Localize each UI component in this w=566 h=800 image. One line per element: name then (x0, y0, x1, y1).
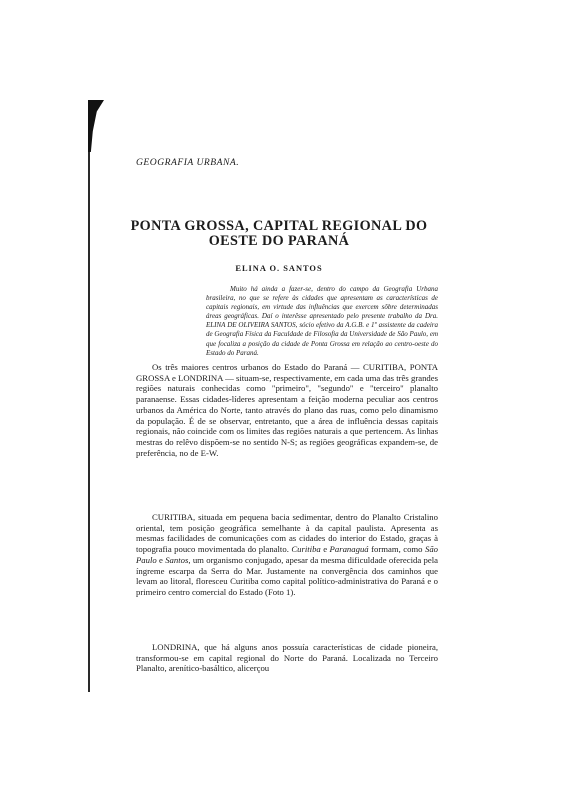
p2-italic-santos: Santos (165, 554, 189, 565)
p2-text-1: CURITIBA, situada em pequena bacia sedimentar, dentro do Planalto Cristalino oriental, tem posição geográfica semelhante à da capital paulista. Apresenta as mesmas facilidades de comunicações com as cidades do interior do Estado, graças à topografia pouco movimentada do planalto. (136, 512, 438, 555)
article-title-line-2: OESTE DO PARANÁ (208, 233, 350, 249)
p2-text-5: , um organismo conjugado, apesar da mesma dificuldade oferecida pela íngreme escarpa da Serra do Mar. Justamente na convergência dos caminhos que levam ao litoral, floresceu Curitiba como capital político-administrativa do Paraná e o primeiro centro comercial do Estado (Foto 1). (136, 554, 438, 597)
body-paragraph-2 (136, 512, 438, 598)
article-author: ELINA O. SANTOS (235, 264, 323, 273)
scan-binding-shadow (88, 100, 104, 152)
section-label: GEOGRAFIA URBANA. (136, 157, 240, 168)
p2-italic-paranagua: Paranaguá (329, 544, 369, 555)
journal-page (118, 0, 440, 800)
p2-text-2: e (320, 544, 330, 555)
p2-text-4: e (156, 554, 166, 565)
p2-italic-sao-paulo: São Paulo (136, 544, 438, 565)
p2-italic-curitiba: Curitiba (291, 544, 321, 555)
article-title-line-1: PONTA GROSSA, CAPITAL REGIONAL DO (130, 218, 428, 234)
p2-text-3: formam, como (368, 544, 425, 555)
article-abstract: Muito há ainda a fazer-se, dentro do campo da Geografia Urbana brasileira, no que se refere às cidades que apresentam as características de capitais regionais, em virtude das influências que exercem sôbre determinadas áreas geográficas. Daí o interêsse apresentado pelo presente trabalho da Dra. ELINA DE OLIVEIRA SANTOS, sócio efetivo da A.G.B. e 1º assistente da cadeira de Geografia Física da Faculdade de Filosofia da Universidade de São Paulo, em que focaliza a posição da cidade de Ponta Grossa em relação ao centro-oeste do Estado do Paraná. (206, 285, 438, 357)
body-paragraph-3: LONDRINA, que há alguns anos possuía características de cidade pioneira, transformou-se em capital regional do Norte do Paraná. Localizada no Terceiro Planalto, arenítico-basáltico, alicerçou (136, 642, 438, 674)
body-paragraph-1: Os três maiores centros urbanos do Estado do Paraná — CURITIBA, PONTA GROSSA e LONDRINA — situam-se, respectivamente, em cada uma das três grandes regiões naturais conhecidas como "primeiro", "segundo" e "terceiro" planalto paranaense. Essas cidades-líderes apresentam a feição moderna peculiar aos centros urbanos da América do Norte, tanto através do plano das ruas, como pelo dinamismo da população. É de se observar, entretanto, que a área de influência dessas capitais regionais, não coincide com os limites das regiões naturais a que pertencem. As linhas mestras do relêvo dispõem-se no sentido N-S; as regiões geográficas expandem-se, de preferência, no de E-W. (136, 362, 438, 458)
scan-margin-line (88, 152, 90, 692)
